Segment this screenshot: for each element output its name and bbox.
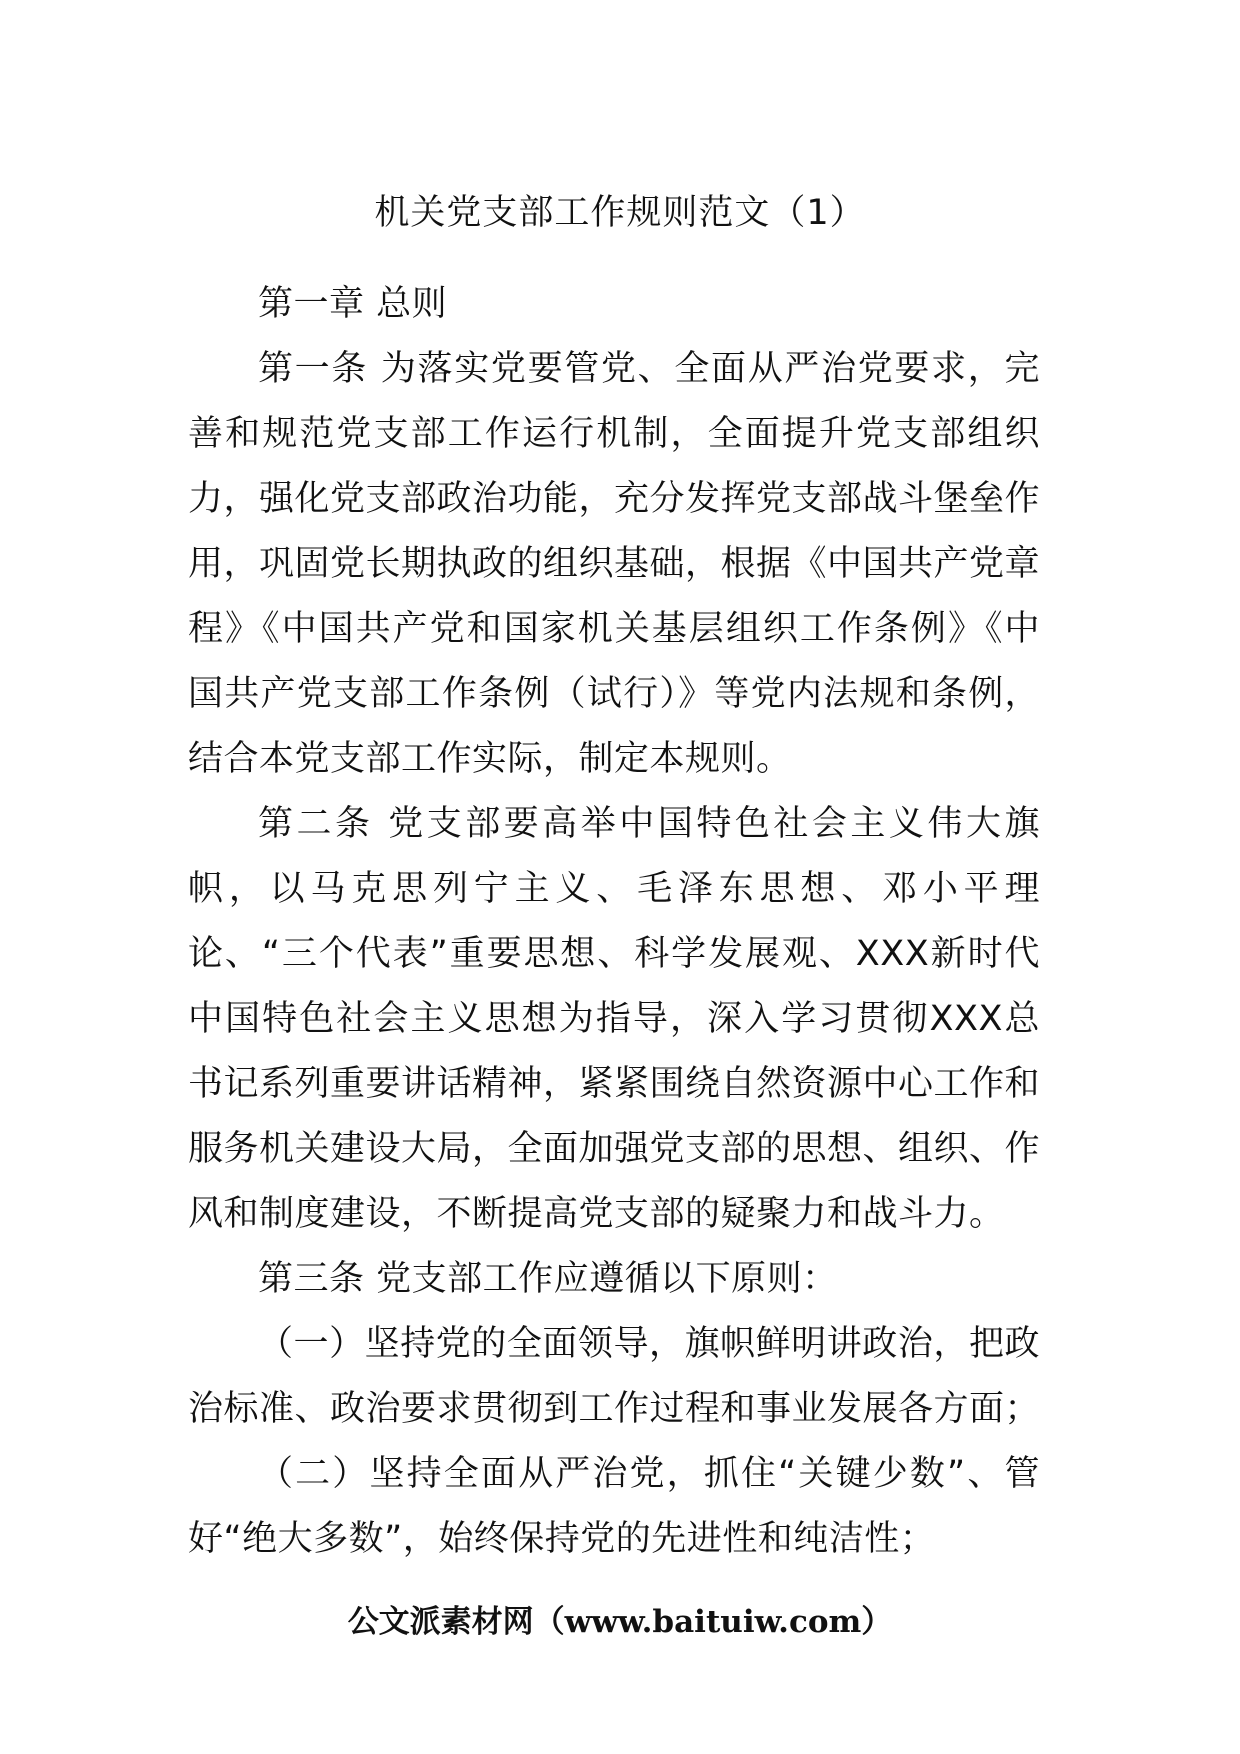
page-title: 机关党支部工作规则范文（1） — [374, 193, 866, 233]
principle-2-paragraph: （二）坚持全面从严治党，抓住“关键少数”、管好“绝大多数”，始终保持党的先进性和纯洁性； — [188, 1454, 1040, 1559]
document-body — [188, 272, 1040, 1572]
footer-watermark: 公文派素材网（www.baituiw.com） — [347, 1604, 893, 1640]
chapter-heading: 第一章 总则 — [258, 284, 448, 324]
article-2-paragraph: 第二条 党支部要高举中国特色社会主义伟大旗帜，以马克思列宁主义、毛泽东思想、邓小平理论、“三个代表”重要思想、科学发展观、XXX新时代中国特色社会主义思想为指导，深入学习贯彻XXX总书记系列重要讲话精神，紧紧围绕自然资源中心工作和服务机关建设大局，全面加强党支部的思想、组织、作风和制度建设，不断提高党支部的疑聚力和战斗力。 — [188, 804, 1041, 1234]
principle-1-paragraph: （一）坚持党的全面领导，旗帜鲜明讲政治，把政治标准、政治要求贯彻到工作过程和事业发展各方面； — [188, 1324, 1041, 1429]
article-3-paragraph: 第三条 党支部工作应遵循以下原则： — [258, 1259, 838, 1299]
article-1-paragraph: 第一条 为落实党要管党、全面从严治党要求，完善和规范党支部工作运行机制，全面提升党支部组织力，强化党支部政治功能，充分发挥党支部战斗堡垒作用，巩固党长期执政的组织基础，根据《中国共产党章程》《中国共产党和国家机关基层组织工作条例》《中国共产党支部工作条例（试行）》等党内法规和条例，结合本党支部工作实际，制定本规则。 — [188, 349, 1041, 779]
